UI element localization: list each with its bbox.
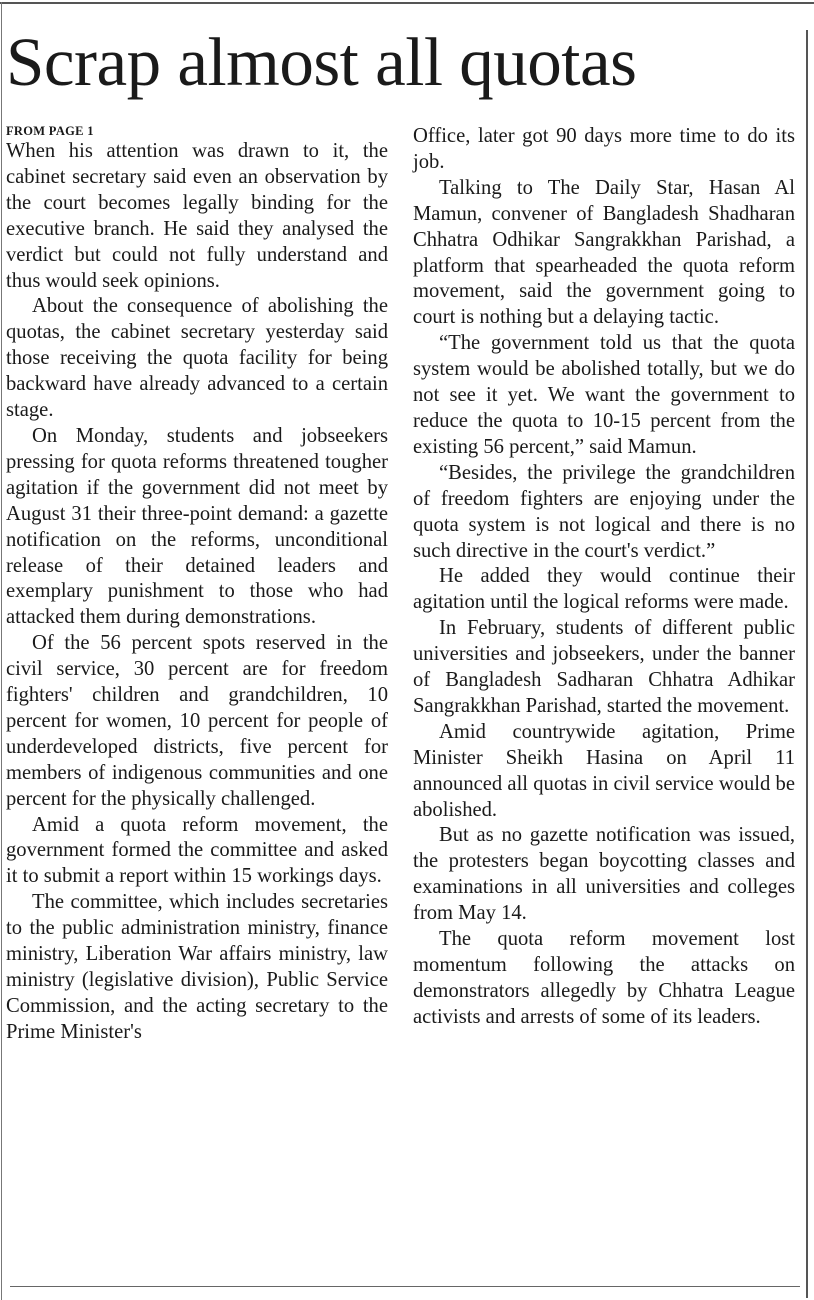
paragraph: “Besides, the privilege the grandchildren of freedom fighters are enjoying under the quota system is not logical and there is no such directive in the court's verdict.”: [413, 461, 795, 562]
paragraph: The quota reform movement lost momentum following the attacks on demonstrators allegedly by Chhatra League activists and arrests of some of its leaders.: [413, 928, 795, 1028]
paragraph: Amid a quota reform movement, the government formed the committee and asked it to submit a report within 15 workings days.: [6, 813, 388, 888]
right-border-rule: [806, 30, 808, 1298]
headline: Scrap almost all quotas: [6, 24, 637, 100]
bottom-border-rule: [10, 1286, 800, 1287]
paragraph: On Monday, students and jobseekers pressing for quota reforms threatened tougher agitation if the government did not meet by August 31 their three-point demand: a gazette notification on the reforms, unconditional release of their detained leaders and exemplary punishment to those who had attacked them during demonstrations.: [6, 424, 388, 629]
paragraph: Of the 56 percent spots reserved in the civil service, 30 percent are for freedom fighters' children and grandchildren, 10 percent for women, 10 percent for people of underdeveloped districts, five percent for members of indigenous communities and one percent for the physically challenged.: [6, 632, 388, 810]
paragraph: “The government told us that the quota system would be abolished totally, but we do not see it yet. We want the government to reduce the quota to 10-15 percent from the existing 56 percent,” said Mamun.: [413, 332, 795, 458]
paragraph: He added they would continue their agitation until the logical reforms were made.: [413, 565, 795, 614]
paragraph: Office, later got 90 days more time to do its job.: [413, 125, 795, 173]
paragraph: But as no gazette notification was issued, the protesters began boycotting classes and examinations in all universities and colleges from May 14.: [413, 824, 795, 925]
left-border-rule: [1, 2, 2, 1300]
paragraph: The committee, which includes secretaries to the public administration ministry, finance ministry, Liberation War affairs ministry, law ministry (legislative division), Public Service Commission, and the acting secretary to the Prime Minister's: [6, 891, 388, 1043]
paragraph: Amid countrywide agitation, Prime Minister Sheikh Hasina on April 11 announced all quotas in civil service would be abolished.: [413, 720, 795, 821]
top-border-rule: [0, 2, 814, 4]
article-column-left: [6, 124, 388, 1046]
dateline: FROM PAGE 1: [6, 124, 94, 138]
paragraph: In February, students of different public universities and jobseekers, under the banner of Bangladesh Sadharan Chhatra Adhikar Sangrakkhan Parishad, started the movement.: [413, 617, 795, 717]
paragraph: About the consequence of abolishing the quotas, the cabinet secretary yesterday said those receiving the quota facility for being backward have already advanced to a certain stage.: [6, 295, 388, 422]
article-column-right: [413, 124, 795, 1031]
paragraph: When his attention was drawn to it, the cabinet secretary said even an observation by the court becomes legally binding for the executive branch. He said they analysed the verdict but could not fully understand and thus would seek opinions.: [6, 140, 388, 292]
paragraph: Talking to The Daily Star, Hasan Al Mamun, convener of Bangladesh Shadharan Chhatra Odhikar Sangrakkhan Parishad, a platform that spearheaded the quota reform movement, said the government going to court is nothing but a delaying tactic.: [413, 176, 795, 329]
